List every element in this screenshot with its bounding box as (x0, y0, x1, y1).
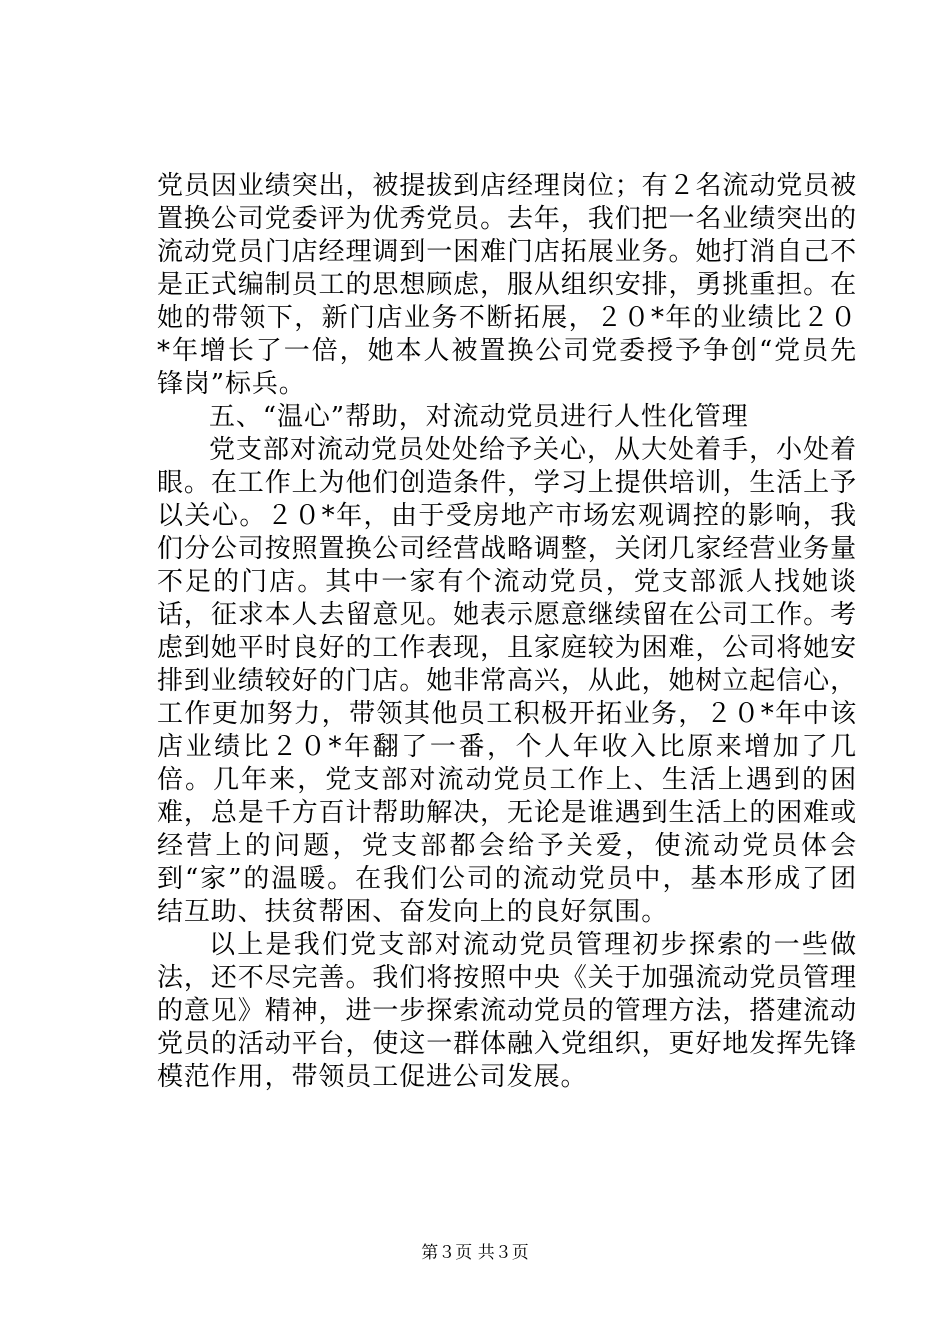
document-body (157, 170, 857, 1094)
paragraph-continuation: 党员因业绩突出，被提拔到店经理岗位；有２名流动党员被置换公司党委评为优秀党员。去年，我们把一名业绩突出的流动党员门店经理调到一困难门店拓展业务。她打消自己不是正式编制员工的思想顾虑，服从组织安排，勇挑重担。在她的带领下，新门店业务不断拓展，２０*年的业绩比２０*年增长了一倍，她本人被置换公司党委授予争创“党员先锋岗”标兵。 (157, 171, 857, 399)
page-number-footer: 第３页 共３页 (421, 1243, 529, 1263)
paragraph-care: 党支部对流动党员处处给予关心，从大处着手，小处着眼。在工作上为他们创造条件，学习上提供培训，生活上予以关心。２０*年，由于受房地产市场宏观调控的影响，我们分公司按照置换公司经营战略调整，关闭几家经营业务量不足的门店。其中一家有个流动党员，党支部派人找她谈话，征求本人去留意见。她表示愿意继续留在公司工作。考虑到她平时良好的工作表现，且家庭较为困难，公司将她安排到业绩较好的门店。她非常高兴，从此，她树立起信心，工作更加努力，带领其他员工积极开拓业务，２０*年中该店业绩比２０*年翻了一番，个人年收入比原来增加了几倍。几年来，党支部对流动党员工作上、生活上遇到的困难，总是千方百计帮助解决，无论是谁遇到生活上的困难或经营上的问题，党支部都会给予关爱，使流动党员体会到“家”的温暖。在我们公司的流动党员中，基本形成了团结互助、扶贫帮困、奋发向上的良好氛围。 (157, 435, 857, 927)
paragraph-conclusion: 以上是我们党支部对流动党员管理初步探索的一些做法，还不尽完善。我们将按照中央《关于加强流动党员管理的意见》精神，进一步探索流动党员的管理方法，搭建流动党员的活动平台，使这一群体融入党组织，更好地发挥先锋模范作用，带领员工促进公司发展。 (157, 930, 857, 1092)
section-heading: 五、“温心”帮助，对流动党员进行人性化管理 (209, 402, 749, 432)
